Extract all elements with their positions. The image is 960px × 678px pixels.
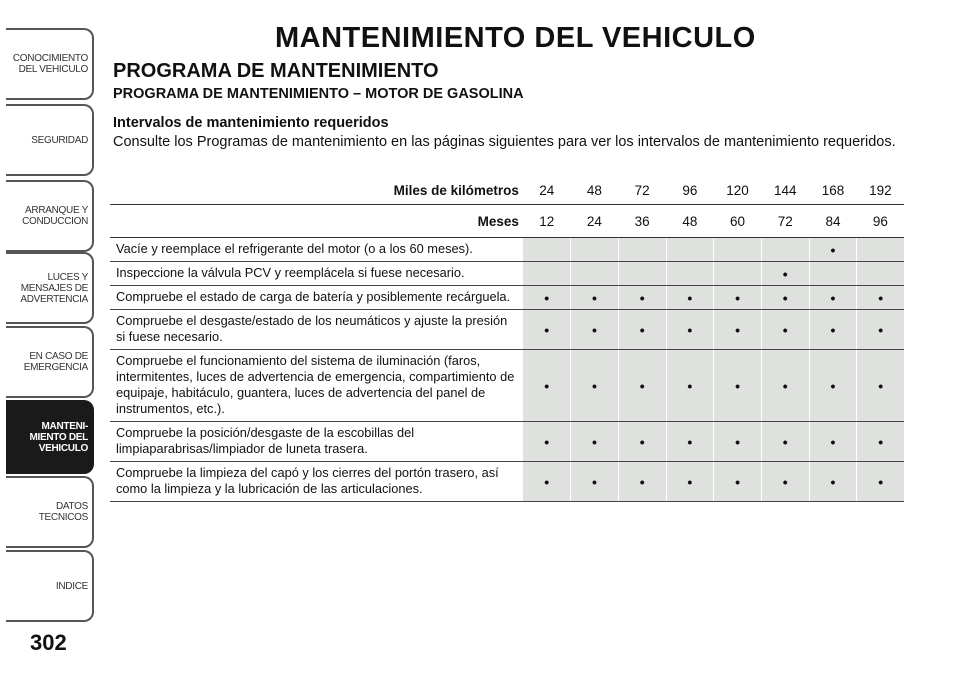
service-bullet: • xyxy=(809,462,857,502)
service-bullet: • xyxy=(571,350,619,422)
service-bullet: • xyxy=(761,350,809,422)
service-bullet: • xyxy=(857,310,904,350)
tab-conocimiento-del-vehiculo[interactable] xyxy=(6,28,94,100)
header-row-km xyxy=(110,176,904,205)
months-value: 72 xyxy=(761,205,809,238)
service-bullet: • xyxy=(761,262,809,286)
months-value: 84 xyxy=(809,205,857,238)
service-bullet: • xyxy=(666,422,714,462)
task-description: Compruebe la posición/desgaste de la escobillas del limpiaparabrisas/limpiador de luneta trasera. xyxy=(110,422,523,462)
service-bullet: • xyxy=(666,310,714,350)
empty-cell xyxy=(761,238,809,262)
tab-arranque-y-conduccion[interactable] xyxy=(6,180,94,252)
empty-cell xyxy=(714,262,762,286)
empty-cell xyxy=(666,238,714,262)
service-bullet: • xyxy=(714,310,762,350)
service-bullet: • xyxy=(523,310,571,350)
service-bullet: • xyxy=(523,422,571,462)
tab-label: SEGURIDAD xyxy=(31,134,88,146)
empty-cell xyxy=(571,262,619,286)
service-bullet: • xyxy=(523,350,571,422)
task-description: Inspeccione la válvula PCV y reemplácela si fuese necesario. xyxy=(110,262,523,286)
empty-cell xyxy=(618,262,666,286)
service-bullet: • xyxy=(666,462,714,502)
km-value: 120 xyxy=(714,176,762,205)
header-row-months xyxy=(110,205,904,238)
km-value: 192 xyxy=(857,176,904,205)
tab-label: MANTENI- MIENTO DEL VEHICULO xyxy=(29,420,88,454)
empty-cell xyxy=(523,238,571,262)
tab-datos-tecnicos[interactable] xyxy=(6,476,94,548)
service-bullet: • xyxy=(809,310,857,350)
table-row xyxy=(110,286,904,310)
service-bullet: • xyxy=(857,350,904,422)
task-description: Vacíe y reemplace el refrigerante del motor (o a los 60 meses). xyxy=(110,238,523,262)
km-value: 48 xyxy=(571,176,619,205)
months-value: 12 xyxy=(523,205,571,238)
service-bullet: • xyxy=(618,286,666,310)
tab-label: ARRANQUE Y CONDUCCION xyxy=(22,205,88,227)
months-value: 24 xyxy=(571,205,619,238)
service-bullet: • xyxy=(714,422,762,462)
tab-label: INDICE xyxy=(55,580,88,592)
km-value: 72 xyxy=(618,176,666,205)
service-bullet: • xyxy=(714,286,762,310)
page-number: 302 xyxy=(30,630,67,655)
service-bullet: • xyxy=(618,422,666,462)
empty-cell xyxy=(809,262,857,286)
km-value: 96 xyxy=(666,176,714,205)
service-bullet: • xyxy=(809,350,857,422)
service-bullet: • xyxy=(761,422,809,462)
km-header-label: Miles de kilómetros xyxy=(110,176,523,205)
empty-cell xyxy=(666,262,714,286)
task-description: Compruebe el desgaste/estado de los neumáticos y ajuste la presión si fuese necesario. xyxy=(110,310,523,350)
service-bullet: • xyxy=(809,238,857,262)
service-bullet: • xyxy=(809,422,857,462)
service-bullet: • xyxy=(857,462,904,502)
empty-cell xyxy=(523,262,571,286)
tab-label: EN CASO DE EMERGENCIA xyxy=(23,351,88,373)
task-description: Compruebe la limpieza del capó y los cierres del portón trasero, así como la limpieza y la lubricación de las articulaciones. xyxy=(110,462,523,502)
months-value: 96 xyxy=(857,205,904,238)
section-title: PROGRAMA DE MANTENIMIENTO xyxy=(113,60,439,82)
tab-mantenimiento-del-vehiculo[interactable] xyxy=(6,400,94,474)
service-bullet: • xyxy=(809,286,857,310)
service-bullet: • xyxy=(571,310,619,350)
service-bullet: • xyxy=(618,310,666,350)
table-row xyxy=(110,238,904,262)
empty-cell xyxy=(857,262,904,286)
service-bullet: • xyxy=(714,462,762,502)
intro-paragraph: Consulte los Programas de mantenimiento en las páginas siguientes para ver los intervalos de mantenimiento requeridos. xyxy=(113,134,896,150)
months-value: 36 xyxy=(618,205,666,238)
task-description: Compruebe el estado de carga de batería y posiblemente recárguela. xyxy=(110,286,523,310)
service-bullet: • xyxy=(571,286,619,310)
service-bullet: • xyxy=(666,350,714,422)
service-bullet: • xyxy=(761,462,809,502)
tab-label: DATOS TECNICOS xyxy=(38,501,88,523)
tab-seguridad[interactable] xyxy=(6,104,94,176)
task-description: Compruebe el funcionamiento del sistema de iluminación (faros, intermitentes, luces de advertencia de emergencia, compartimiento de equipaje, habitáculo, guantera, luces de advertencia del panel de instrumentos, etc.). xyxy=(110,350,523,422)
months-header-label: Meses xyxy=(110,205,523,238)
service-bullet: • xyxy=(618,462,666,502)
page-title: MANTENIMIENTO DEL VEHICULO xyxy=(275,22,756,54)
service-bullet: • xyxy=(571,422,619,462)
km-value: 144 xyxy=(761,176,809,205)
service-bullet: • xyxy=(761,310,809,350)
months-value: 60 xyxy=(714,205,762,238)
tab-indice[interactable] xyxy=(6,550,94,622)
table-row xyxy=(110,350,904,422)
tab-label: CONOCIMIENTO DEL VEHICULO xyxy=(12,53,88,75)
empty-cell xyxy=(714,238,762,262)
table-row xyxy=(110,462,904,502)
tab-en-caso-de-emergencia[interactable] xyxy=(6,326,94,398)
km-value: 168 xyxy=(809,176,857,205)
empty-cell xyxy=(571,238,619,262)
maintenance-schedule-table xyxy=(110,176,904,502)
km-value: 24 xyxy=(523,176,571,205)
tab-label: LUCES Y MENSAJES DE ADVERTENCIA xyxy=(20,271,88,305)
empty-cell xyxy=(618,238,666,262)
service-bullet: • xyxy=(523,462,571,502)
service-bullet: • xyxy=(714,350,762,422)
months-value: 48 xyxy=(666,205,714,238)
subsection-title: PROGRAMA DE MANTENIMIENTO – MOTOR DE GASOLINA xyxy=(113,86,524,102)
service-bullet: • xyxy=(618,350,666,422)
table-row xyxy=(110,310,904,350)
service-bullet: • xyxy=(857,422,904,462)
table-row xyxy=(110,262,904,286)
tab-luces-y-mensajes[interactable] xyxy=(6,252,94,324)
empty-cell xyxy=(857,238,904,262)
service-bullet: • xyxy=(523,286,571,310)
service-bullet: • xyxy=(761,286,809,310)
service-bullet: • xyxy=(857,286,904,310)
table-row xyxy=(110,422,904,462)
service-bullet: • xyxy=(571,462,619,502)
intervals-heading: Intervalos de mantenimiento requeridos xyxy=(113,115,389,131)
service-bullet: • xyxy=(666,286,714,310)
